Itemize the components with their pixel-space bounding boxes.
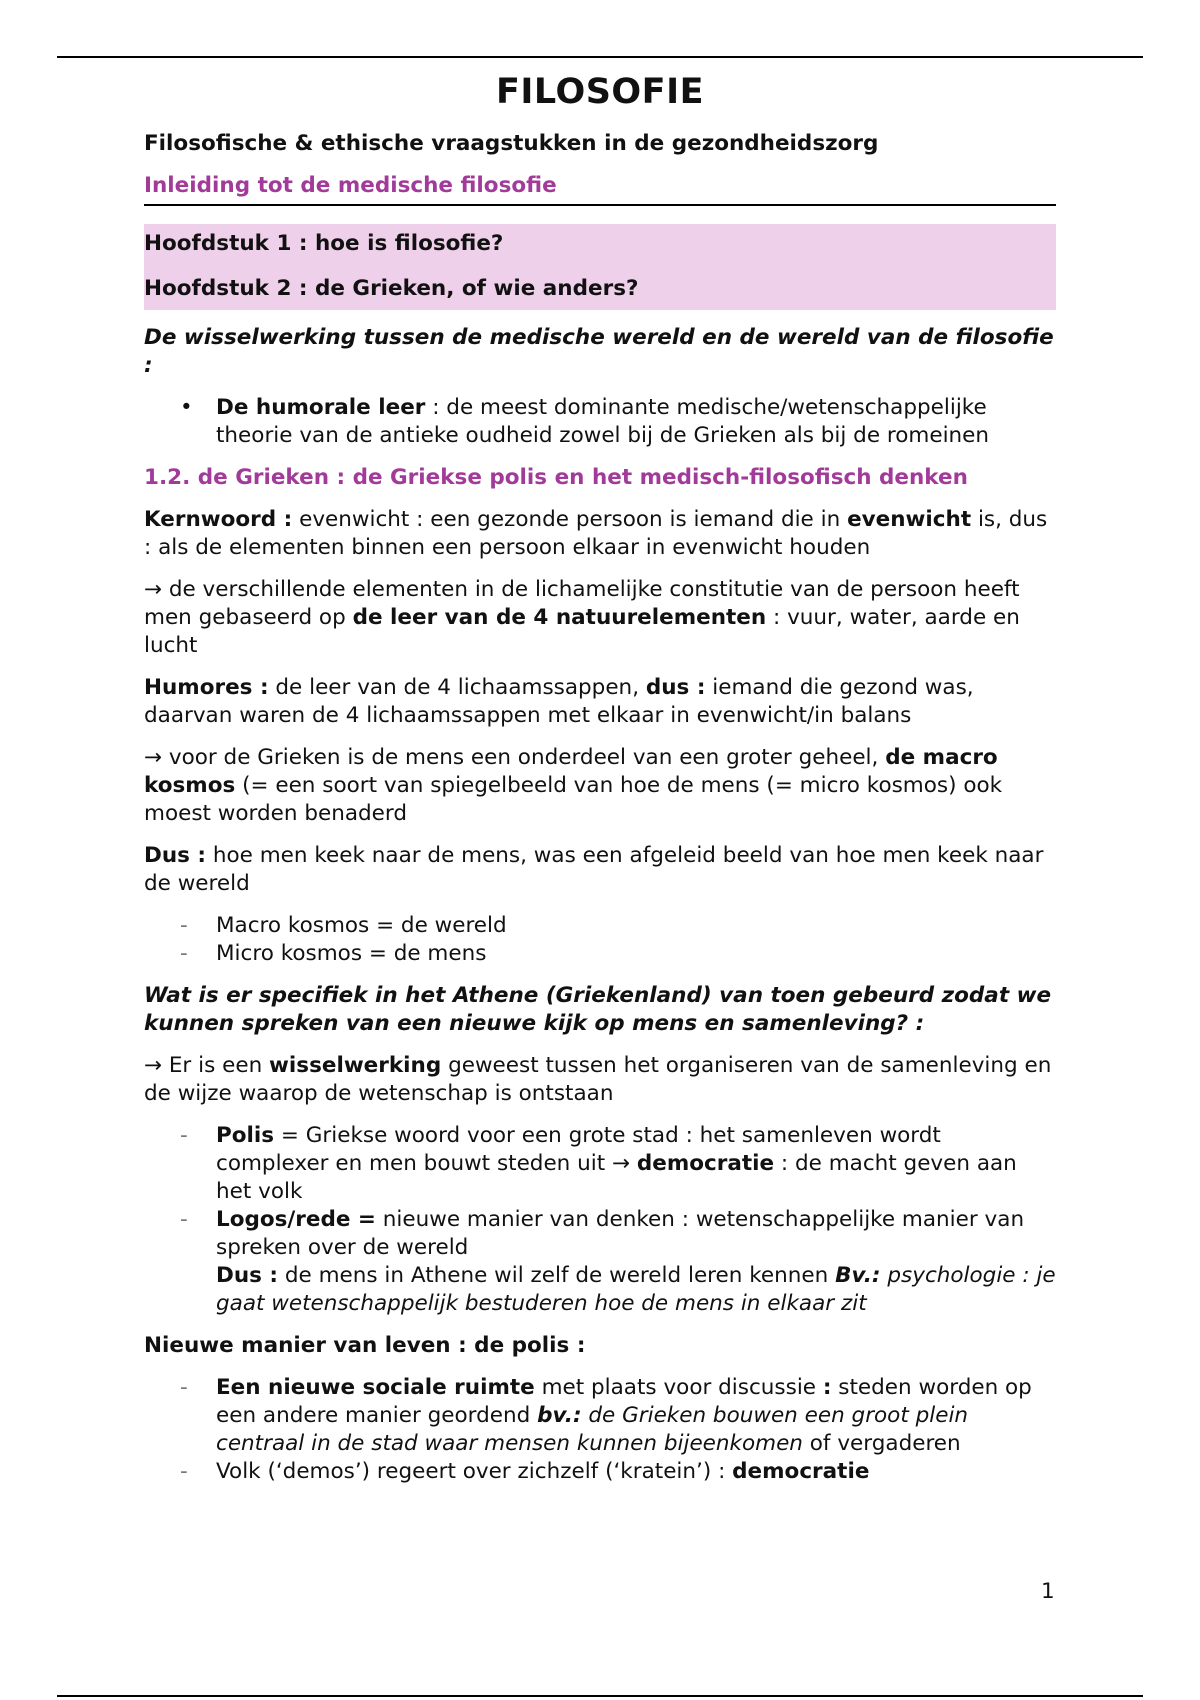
page-number: 1 xyxy=(1041,1579,1055,1604)
kernwoord-label: Kernwoord : xyxy=(144,507,293,532)
kernwoord-text: evenwicht : een gezonde persoon is iemand die in xyxy=(292,507,848,532)
elementen-text-2: : vuur, water, aarde en lucht xyxy=(144,605,1020,658)
section-heading: Inleiding tot de medische filosofie xyxy=(144,172,1056,206)
macro-text: → voor de Grieken is de mens een onderdeel van een groter geheel, xyxy=(144,745,886,770)
dash-icon: - xyxy=(180,1207,188,1232)
question-wisselwerking: De wisselwerking tussen de medische wereld en de wereld van de filosofie : xyxy=(144,325,1054,378)
macro-bold: de macro kosmos xyxy=(144,745,998,798)
logos-text: nieuwe manier van denken : wetenschappelijke manier van spreken over de wereld xyxy=(216,1207,1025,1260)
dash-icon: - xyxy=(180,1459,188,1484)
paragraph-dus xyxy=(144,842,1056,898)
dus-text: hoe men keek naar de mens, was een afgeleid beeld van hoe men keek naar de wereld xyxy=(144,843,1044,896)
polis-list xyxy=(144,1122,1056,1318)
chapter-1-heading: Hoofdstuk 1 : hoe is filosofie? xyxy=(144,231,504,256)
wissel-text: → Er is een xyxy=(144,1053,270,1078)
ruimte-term: Een nieuwe sociale ruimte xyxy=(216,1375,535,1400)
heading-nieuwe-manier xyxy=(144,1332,1056,1360)
macro-text-2: (= een soort van spiegelbeeld van hoe de mens (= micro kosmos) ook moest worden benaderd xyxy=(144,773,1003,826)
paragraph-wissel xyxy=(144,1052,1056,1108)
chapter-2-heading: Hoofdstuk 2 : de Grieken, of wie anders? xyxy=(144,276,639,301)
ruimte-text-3: of vergaderen xyxy=(802,1431,961,1456)
document-title: FILOSOFIE xyxy=(495,72,705,112)
polis-text-2: : de macht geven aan het volk xyxy=(216,1151,1017,1204)
humorale-list xyxy=(144,394,1056,450)
document-subtitle: Filosofische & ethische vraagstukken in de gezondheidszorg xyxy=(144,131,879,156)
paragraph-humores xyxy=(144,674,1056,730)
heading-1-2: 1.2. de Grieken : de Griekse polis en het medisch-filosofisch denken xyxy=(144,465,968,490)
list-item xyxy=(144,1374,1056,1458)
logos-text-2: de mens in Athene wil zelf de wereld leren kennen xyxy=(278,1263,836,1288)
ruimte-list xyxy=(144,1374,1056,1486)
logos-term: Logos/rede = xyxy=(216,1207,376,1232)
kernwoord-bold: evenwicht xyxy=(847,507,972,532)
humores-text-2: iemand die gezond was, daarvan waren de 4 lichaamssappen met elkaar in evenwicht/in balans xyxy=(144,675,974,728)
kosmos-list xyxy=(144,912,1056,968)
ruimte-colon: : xyxy=(822,1375,832,1400)
list-item xyxy=(144,1206,1056,1318)
kernwoord-text-2: is, dus : als de elementen binnen een persoon elkaar in evenwicht houden xyxy=(144,507,1048,560)
bullet-icon: • xyxy=(180,395,193,420)
ruimte-text-2: steden worden op een andere manier geordend xyxy=(216,1375,1032,1428)
humores-text: de leer van de 4 lichaamssappen, xyxy=(268,675,646,700)
term-humorale: De humorale leer xyxy=(216,395,426,420)
top-rule xyxy=(57,56,1143,58)
dash-icon: - xyxy=(180,941,188,966)
dash-icon: - xyxy=(180,1375,188,1400)
volk-bold: democratie xyxy=(732,1459,870,1484)
list-item xyxy=(144,1122,1056,1206)
dash-icon: - xyxy=(180,913,188,938)
ruimte-example: de Grieken bouwen een groot plein centraal in de stad waar mensen kunnen bijeenkomen xyxy=(216,1403,969,1456)
elementen-bold: de leer van de 4 natuurelementen xyxy=(352,605,767,630)
humores-bold: dus : xyxy=(645,675,706,700)
list-item xyxy=(144,394,1056,450)
logos-example: psychologie : je gaat wetenschappelijk bestuderen hoe de mens in elkaar zit xyxy=(216,1263,1056,1316)
wissel-text-2: geweest tussen het organiseren van de samenleving en de wijze waarop de wetenschap is ontstaan xyxy=(144,1053,1052,1106)
list-item xyxy=(144,940,1056,968)
document-page xyxy=(144,70,1056,1500)
humores-label: Humores : xyxy=(144,675,269,700)
bottom-rule xyxy=(57,1695,1143,1697)
list-item xyxy=(144,912,1056,940)
logos-bv: Bv.: xyxy=(835,1263,881,1288)
dus-label: Dus : xyxy=(144,843,207,868)
paragraph-kernwoord xyxy=(144,506,1056,562)
nieuwe-heading-text: Nieuwe manier van leven : de polis : xyxy=(144,1333,586,1358)
paragraph-macro xyxy=(144,744,1056,828)
elementen-text: → de verschillende elementen in de lichamelijke constitutie van de persoon heeft men gebaseerd op xyxy=(144,577,1020,630)
polis-text: = Griekse woord voor een grote stad : het samenleven wordt complexer en men bouwt steden uit → xyxy=(216,1123,941,1176)
volk-text: Volk (‘demos’) regeert over zichzelf (‘kratein’) : xyxy=(216,1459,733,1484)
dash-icon: - xyxy=(180,1123,188,1148)
kosmos-item-text: Macro kosmos = de wereld xyxy=(216,913,507,938)
polis-bold: democratie xyxy=(636,1151,775,1176)
paragraph-elementen xyxy=(144,576,1056,660)
ruimte-text: met plaats voor discussie xyxy=(534,1375,823,1400)
list-item xyxy=(144,1458,1056,1486)
question-athene: Wat is er specifiek in het Athene (Griekenland) van toen gebeurd zodat we kunnen spreken van een nieuwe kijk op mens en samenleving? : xyxy=(144,983,1052,1036)
humorale-text: : de meest dominante medische/wetenschappelijke theorie van de antieke oudheid zowel bij de Grieken als bij de romeinen xyxy=(216,395,990,448)
ruimte-bv: bv.: xyxy=(537,1403,582,1428)
wissel-bold: wisselwerking xyxy=(269,1053,442,1078)
kosmos-item-text: Micro kosmos = de mens xyxy=(216,941,487,966)
logos-dus: Dus : xyxy=(216,1263,279,1288)
chapter-highlight xyxy=(144,224,1056,310)
polis-term: Polis xyxy=(216,1123,275,1148)
